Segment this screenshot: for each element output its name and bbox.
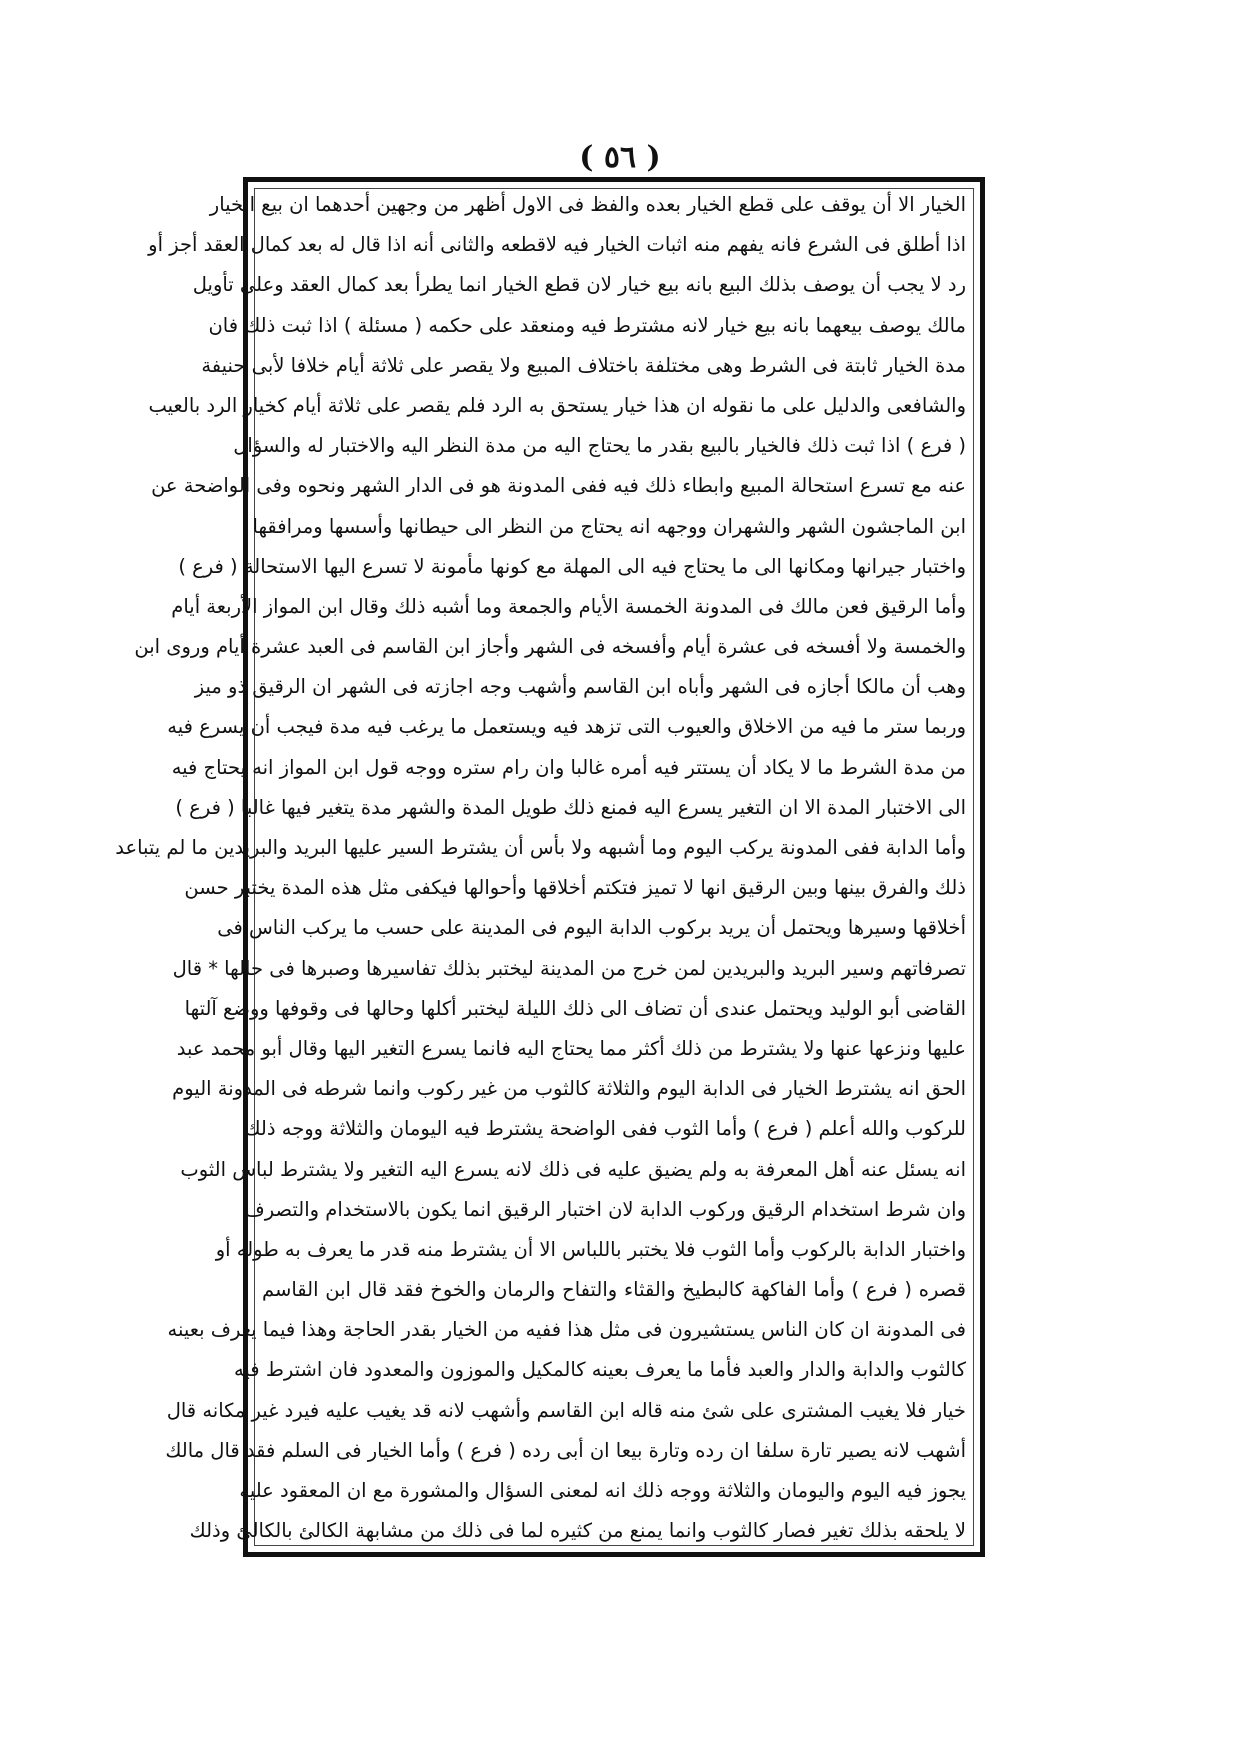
text-line: عليها ونزعها عنها ولا يشترط من ذلك أكثر مما يحتاج اليه فانما يسرع التغير اليها وقال أبو محمد عبد [176, 1036, 966, 1060]
text-line: خيار فلا يغيب المشترى على شئ منه قاله ابن القاسم وأشهب لانه قد يغيب عليه فيرد غير مكانه قال [166, 1398, 966, 1422]
text-line: وأما الرقيق فعن مالك فى المدونة الخمسة الأيام والجمعة وما أشبه ذلك وقال ابن المواز الأربعة أيام [171, 594, 966, 618]
text-line: أشهب لانه يصير تارة سلفا ان رده وتارة بيعا ان أبى رده ( فرع ) وأما الخيار فى السلم فقد قال مالك [165, 1438, 966, 1462]
text-line: من مدة الشرط ما لا يكاد أن يستتر فيه أمره غالبا وان رام ستره ووجه قول ابن المواز انه يحتاج فيه [171, 755, 966, 779]
text-line: كالثوب والدابة والدار والعبد فأما ما يعرف بعينه كالمكيل والموزون والمعدود فان اشترط فيه [233, 1358, 966, 1382]
text-line: الى الاختبار المدة الا ان التغير يسرع اليه فمنع ذلك طويل المدة والشهر مدة يتغير فيها غالبا ( فرع ) [175, 795, 966, 819]
arabic-text-body [115, 193, 966, 1543]
text-line: واختبار الدابة بالركوب وأما الثوب فلا يختبر باللباس الا أن يشترط منه قدر ما يعرف به طوله أو [215, 1237, 966, 1261]
page-number: ( ٥٦ ) [579, 140, 661, 175]
text-line: يجوز فيه اليوم واليومان والثلاثة ووجه ذلك انه لمعنى السؤال والمشورة مع ان المعقود عليه [239, 1479, 966, 1502]
text-line: رد لا يجب أن يوصف بذلك البيع بانه بيع خيار لان قطع الخيار انما يطرأ بعد كمال العقد وعلى تأويل [192, 273, 966, 297]
text-line: ذلك والفرق بينها وبين الرقيق انها لا تميز فتكتم أخلاقها وأحوالها فيكفى مثل هذه المدة يختبر حسن [184, 876, 966, 900]
text-line: وهب أن مالكا أجازه فى الشهر وأباه ابن القاسم وأشهب وجه اجازته فى الشهر ان الرقيق ذو ميز [194, 675, 966, 699]
text-line: وأما الدابة ففى المدونة يركب اليوم وما أشبهه ولا بأس أن يشترط السير عليها البريد والبريدين ما لم يتباعد [115, 836, 966, 859]
text-line: الخيار الا أن يوقف على قطع الخيار بعده والفظ فى الاول أظهر من وجهين أحدهما ان بيع الخيار [209, 193, 966, 216]
text-line: أخلاقها وسيرها ويحتمل أن يريد بركوب الدابة اليوم فى المدينة على حسب ما يركب الناس فى [217, 916, 966, 940]
text-line: ( فرع ) اذا ثبت ذلك فالخيار بالبيع بقدر ما يحتاج اليه من مدة النظر اليه والاختبار له والسؤال [233, 434, 966, 458]
text-line: القاضى أبو الوليد ويحتمل عندى أن تضاف الى ذلك الليلة ليختبر أكلها وحالها فى وقوفها ووضع آلتها [184, 996, 966, 1020]
text-line: تصرفاتهم وسير البريد والبريدين لمن خرج من المدينة ليختبر بذلك تفاسيرها وصبرها فى حالها * قال [172, 956, 966, 980]
text-line: مالك يوصف بيعهما بانه بيع خيار لانه مشترط فيه ومنعقد على حكمه ( مسئلة ) اذا ثبت ذلك فان [208, 313, 966, 337]
text-line: وربما ستر ما فيه من الاخلاق والعيوب التى تزهد فيه ويستعمل ما يرغب فيه مدة فيجب أن يسرع فيه [167, 715, 966, 739]
text-line: لا يلحقه بذلك تغير فصار كالثوب وانما يمنع من كثيره لما فى ذلك من مشابهة الكالئ بالكالئ وذلك [189, 1519, 966, 1543]
text-line: الحق انه يشترط الخيار فى الدابة اليوم والثلاثة كالثوب من غير ركوب وانما شرطه فى المدونة اليوم [172, 1077, 966, 1101]
text-line: للركوب والله أعلم ( فرع ) وأما الثوب ففى الواضحة يشترط فيه اليومان والثلاثة ووجه ذلك [244, 1117, 966, 1141]
text-line: اذا أطلق فى الشرع فانه يفهم منه اثبات الخيار فيه لاقطعه والثانى أنه اذا قال له بعد كمال العقد أجز أو [148, 233, 966, 257]
text-line: وان شرط استخدام الرقيق وركوب الدابة لان اختبار الرقيق انما يكون بالاستخدام والتصرف [244, 1197, 966, 1221]
text-line: ابن الماجشون الشهر والشهران ووجهه انه يحتاج من النظر الى حيطانها وأسسها ومرافقها [252, 514, 966, 538]
text-line: عنه مع تسرع استحالة المبيع وابطاء ذلك فيه ففى المدونة هو فى الدار الشهر ونحوه وفى الواضحة عن [151, 474, 966, 498]
text-line: مدة الخيار ثابتة فى الشرط وهى مختلفة باختلاف المبيع ولا يقصر على ثلاثة أيام خلافا لأبى حنيفة [201, 353, 966, 377]
text-line: والخمسة ولا أفسخه فى عشرة أيام وأفسخه فى الشهر وأجاز ابن القاسم فى العبد عشرة أيام وروى ابن [134, 635, 966, 659]
text-line: انه يسئل عنه أهل المعرفة به ولم يضيق عليه فى ذلك لانه يسرع اليه التغير ولا يشترط لباس الثوب [180, 1157, 966, 1181]
text-line: فى المدونة ان كان الناس يستشيرون فى مثل هذا ففيه من الخيار بقدر الحاجة وهذا فيما يعرف بعينه [167, 1318, 966, 1342]
text-line: قصره ( فرع ) وأما الفاكهة كالبطيخ والقثاء والتفاح والرمان والخوخ فقد قال ابن القاسم [262, 1278, 966, 1302]
text-frame [115, 177, 985, 1557]
text-line: والشافعى والدليل على ما نقوله ان هذا خيار يستحق به الرد فلم يقصر على ثلاثة أيام كخيار الرد بالعيب [148, 393, 966, 417]
text-line: واختبار جيرانها ومكانها الى ما يحتاج فيه الى المهلة مع كونها مأمونة لا تسرع اليها الاستحالة ( فرع ) [178, 554, 966, 578]
